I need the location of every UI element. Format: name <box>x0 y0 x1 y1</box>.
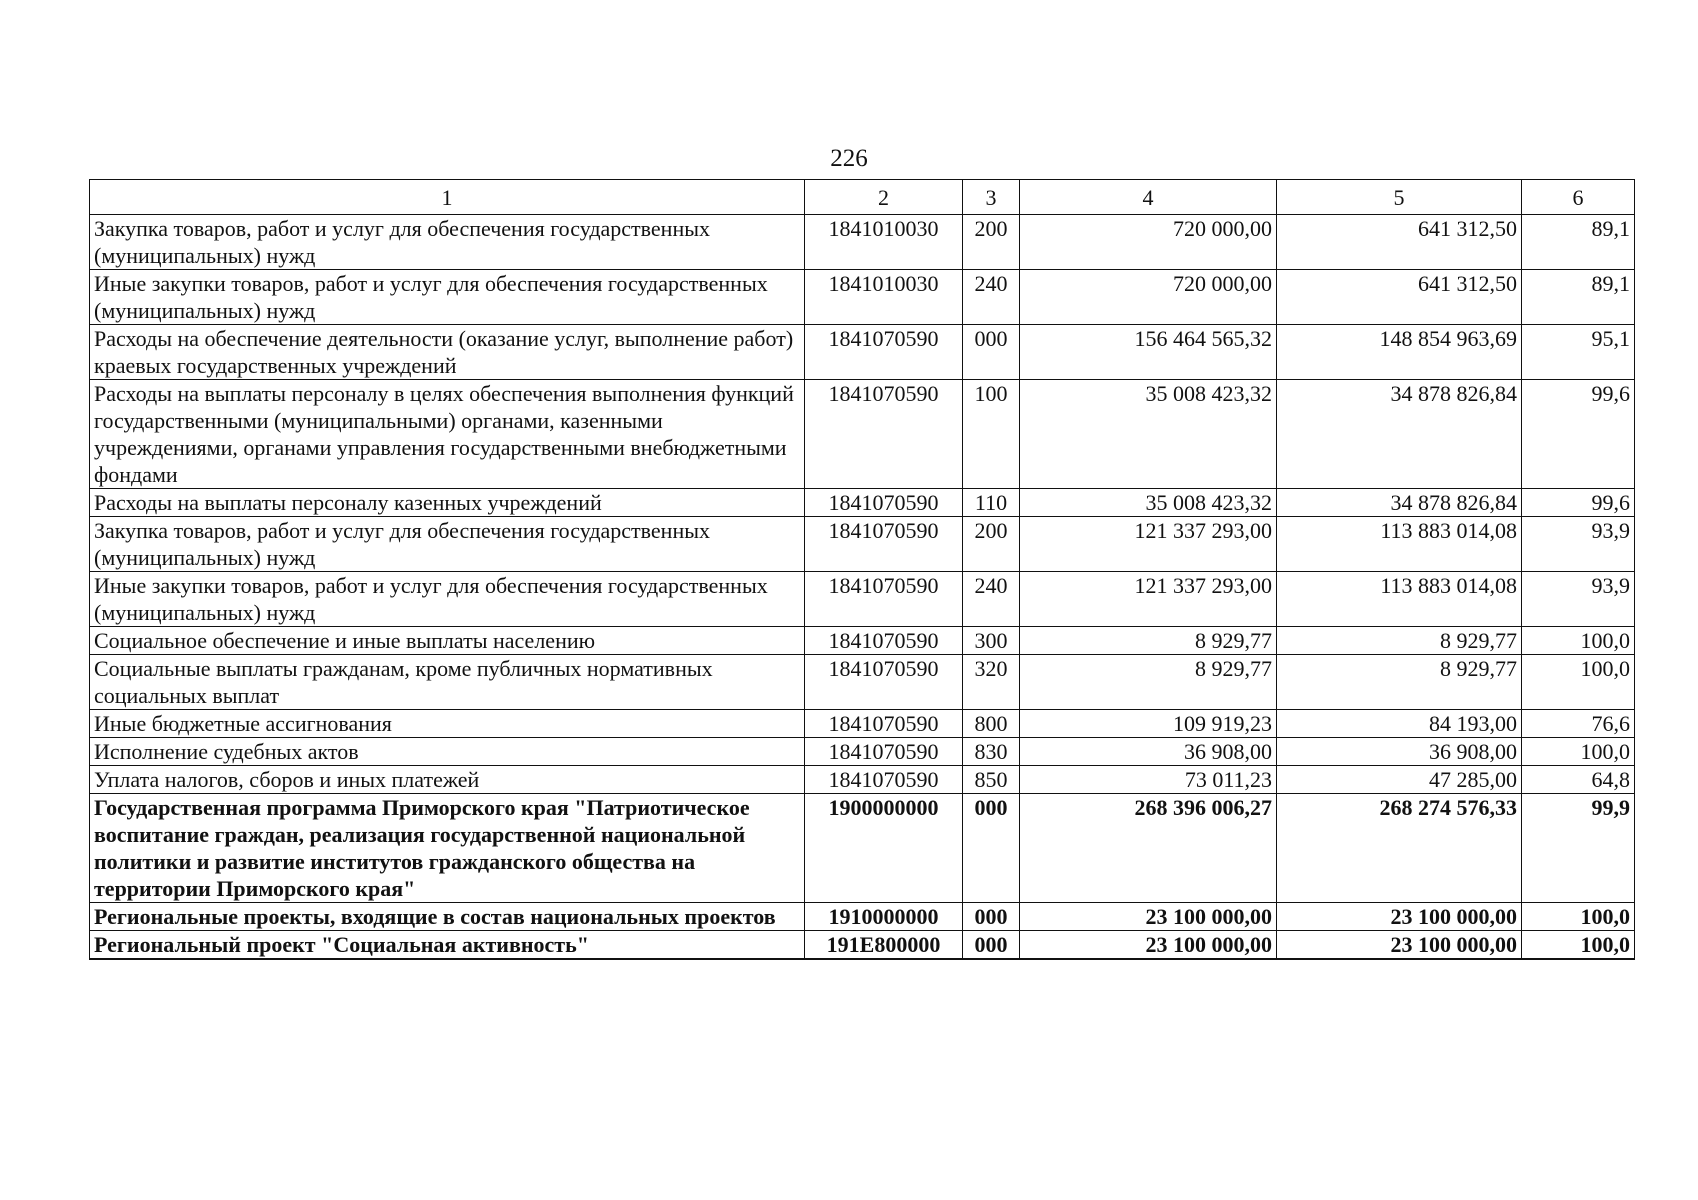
row-percent-cell: 99,6 <box>1522 489 1635 517</box>
row-expense-type-cell: 000 <box>963 931 1020 960</box>
row-name-cell: Исполнение судебных актов <box>90 738 805 766</box>
row-expense-type-cell: 100 <box>963 380 1020 489</box>
table-row <box>90 627 1635 655</box>
row-executed-amount-cell: 113 883 014,08 <box>1277 517 1522 572</box>
row-planned-amount-cell: 35 008 423,32 <box>1020 489 1277 517</box>
row-target-article-cell: 1841070590 <box>805 766 963 794</box>
table-row <box>90 931 1635 960</box>
row-executed-amount-cell: 113 883 014,08 <box>1277 572 1522 627</box>
row-planned-amount-cell: 121 337 293,00 <box>1020 517 1277 572</box>
row-percent-cell: 89,1 <box>1522 270 1635 325</box>
row-percent-cell: 100,0 <box>1522 738 1635 766</box>
row-target-article-cell: 1841010030 <box>805 215 963 270</box>
row-percent-cell: 100,0 <box>1522 627 1635 655</box>
row-name-cell: Региональные проекты, входящие в состав национальных проектов <box>90 903 805 931</box>
row-percent-cell: 100,0 <box>1522 903 1635 931</box>
row-percent-cell: 93,9 <box>1522 517 1635 572</box>
row-target-article-cell: 1841070590 <box>805 380 963 489</box>
row-executed-amount-cell: 268 274 576,33 <box>1277 794 1522 903</box>
table-row <box>90 380 1635 489</box>
row-expense-type-cell: 850 <box>963 766 1020 794</box>
row-percent-cell: 99,6 <box>1522 380 1635 489</box>
row-expense-type-cell: 110 <box>963 489 1020 517</box>
table-row <box>90 710 1635 738</box>
table-row <box>90 794 1635 903</box>
row-expense-type-cell: 200 <box>963 517 1020 572</box>
column-header-2: 2 <box>805 180 963 215</box>
row-target-article-cell: 1841070590 <box>805 517 963 572</box>
row-executed-amount-cell: 23 100 000,00 <box>1277 903 1522 931</box>
row-target-article-cell: 1841070590 <box>805 325 963 380</box>
row-executed-amount-cell: 34 878 826,84 <box>1277 489 1522 517</box>
page-number: 226 <box>830 145 868 172</box>
row-executed-amount-cell: 36 908,00 <box>1277 738 1522 766</box>
row-planned-amount-cell: 23 100 000,00 <box>1020 903 1277 931</box>
budget-execution-table <box>89 179 1635 960</box>
row-planned-amount-cell: 8 929,77 <box>1020 627 1277 655</box>
row-expense-type-cell: 200 <box>963 215 1020 270</box>
table-row <box>90 489 1635 517</box>
row-executed-amount-cell: 641 312,50 <box>1277 270 1522 325</box>
row-name-cell: Социальные выплаты гражданам, кроме публичных нормативных социальных выплат <box>90 655 805 710</box>
row-name-cell: Закупка товаров, работ и услуг для обеспечения государственных (муниципальных) нужд <box>90 517 805 572</box>
table-row <box>90 270 1635 325</box>
column-header-6: 6 <box>1522 180 1635 215</box>
row-name-cell: Иные закупки товаров, работ и услуг для обеспечения государственных (муниципальных) нужд <box>90 572 805 627</box>
row-target-article-cell: 1841070590 <box>805 572 963 627</box>
row-name-cell: Закупка товаров, работ и услуг для обеспечения государственных (муниципальных) нужд <box>90 215 805 270</box>
row-planned-amount-cell: 121 337 293,00 <box>1020 572 1277 627</box>
row-executed-amount-cell: 84 193,00 <box>1277 710 1522 738</box>
row-name-cell: Иные бюджетные ассигнования <box>90 710 805 738</box>
table-row <box>90 215 1635 270</box>
row-executed-amount-cell: 23 100 000,00 <box>1277 931 1522 960</box>
column-header-1: 1 <box>90 180 805 215</box>
row-target-article-cell: 1841070590 <box>805 627 963 655</box>
table-row <box>90 738 1635 766</box>
row-name-cell: Региональный проект "Социальная активность" <box>90 931 805 960</box>
table-row <box>90 766 1635 794</box>
column-header-5: 5 <box>1277 180 1522 215</box>
row-name-cell: Социальное обеспечение и иные выплаты населению <box>90 627 805 655</box>
row-target-article-cell: 1900000000 <box>805 794 963 903</box>
row-planned-amount-cell: 109 919,23 <box>1020 710 1277 738</box>
row-name-cell: Иные закупки товаров, работ и услуг для обеспечения государственных (муниципальных) нужд <box>90 270 805 325</box>
table-row <box>90 325 1635 380</box>
row-planned-amount-cell: 156 464 565,32 <box>1020 325 1277 380</box>
row-target-article-cell: 1910000000 <box>805 903 963 931</box>
row-target-article-cell: 1841070590 <box>805 489 963 517</box>
row-planned-amount-cell: 268 396 006,27 <box>1020 794 1277 903</box>
row-expense-type-cell: 000 <box>963 903 1020 931</box>
row-expense-type-cell: 240 <box>963 572 1020 627</box>
row-expense-type-cell: 300 <box>963 627 1020 655</box>
row-percent-cell: 95,1 <box>1522 325 1635 380</box>
row-expense-type-cell: 830 <box>963 738 1020 766</box>
row-executed-amount-cell: 641 312,50 <box>1277 215 1522 270</box>
row-planned-amount-cell: 36 908,00 <box>1020 738 1277 766</box>
row-executed-amount-cell: 34 878 826,84 <box>1277 380 1522 489</box>
row-target-article-cell: 1841070590 <box>805 655 963 710</box>
table-row <box>90 903 1635 931</box>
row-target-article-cell: 1841070590 <box>805 738 963 766</box>
row-planned-amount-cell: 720 000,00 <box>1020 215 1277 270</box>
table-row <box>90 655 1635 710</box>
row-name-cell: Уплата налогов, сборов и иных платежей <box>90 766 805 794</box>
row-percent-cell: 89,1 <box>1522 215 1635 270</box>
row-planned-amount-cell: 73 011,23 <box>1020 766 1277 794</box>
row-target-article-cell: 1841010030 <box>805 270 963 325</box>
row-percent-cell: 76,6 <box>1522 710 1635 738</box>
column-header-3: 3 <box>963 180 1020 215</box>
row-percent-cell: 99,9 <box>1522 794 1635 903</box>
table-row <box>90 572 1635 627</box>
row-percent-cell: 64,8 <box>1522 766 1635 794</box>
row-expense-type-cell: 000 <box>963 325 1020 380</box>
row-target-article-cell: 191E800000 <box>805 931 963 960</box>
row-executed-amount-cell: 47 285,00 <box>1277 766 1522 794</box>
row-planned-amount-cell: 23 100 000,00 <box>1020 931 1277 960</box>
row-executed-amount-cell: 8 929,77 <box>1277 655 1522 710</box>
table-header-row <box>90 180 1635 215</box>
row-planned-amount-cell: 35 008 423,32 <box>1020 380 1277 489</box>
row-percent-cell: 93,9 <box>1522 572 1635 627</box>
row-expense-type-cell: 240 <box>963 270 1020 325</box>
row-planned-amount-cell: 720 000,00 <box>1020 270 1277 325</box>
row-percent-cell: 100,0 <box>1522 655 1635 710</box>
row-expense-type-cell: 000 <box>963 794 1020 903</box>
row-percent-cell: 100,0 <box>1522 931 1635 960</box>
row-name-cell: Расходы на выплаты персоналу в целях обеспечения выполнения функций государственными (муниципальными) органами, казенными учреждениями, органами управления государственными внебюджетными фондами <box>90 380 805 489</box>
column-header-4: 4 <box>1020 180 1277 215</box>
row-executed-amount-cell: 8 929,77 <box>1277 627 1522 655</box>
row-name-cell: Государственная программа Приморского края "Патриотическое воспитание граждан, реализация государственной национальной политики и развитие институтов гражданского общества на территории Приморского края" <box>90 794 805 903</box>
row-expense-type-cell: 320 <box>963 655 1020 710</box>
row-name-cell: Расходы на обеспечение деятельности (оказание услуг, выполнение работ) краевых государственных учреждений <box>90 325 805 380</box>
row-expense-type-cell: 800 <box>963 710 1020 738</box>
row-executed-amount-cell: 148 854 963,69 <box>1277 325 1522 380</box>
table-body <box>90 215 1635 960</box>
row-name-cell: Расходы на выплаты персоналу казенных учреждений <box>90 489 805 517</box>
row-target-article-cell: 1841070590 <box>805 710 963 738</box>
row-planned-amount-cell: 8 929,77 <box>1020 655 1277 710</box>
table-row <box>90 517 1635 572</box>
